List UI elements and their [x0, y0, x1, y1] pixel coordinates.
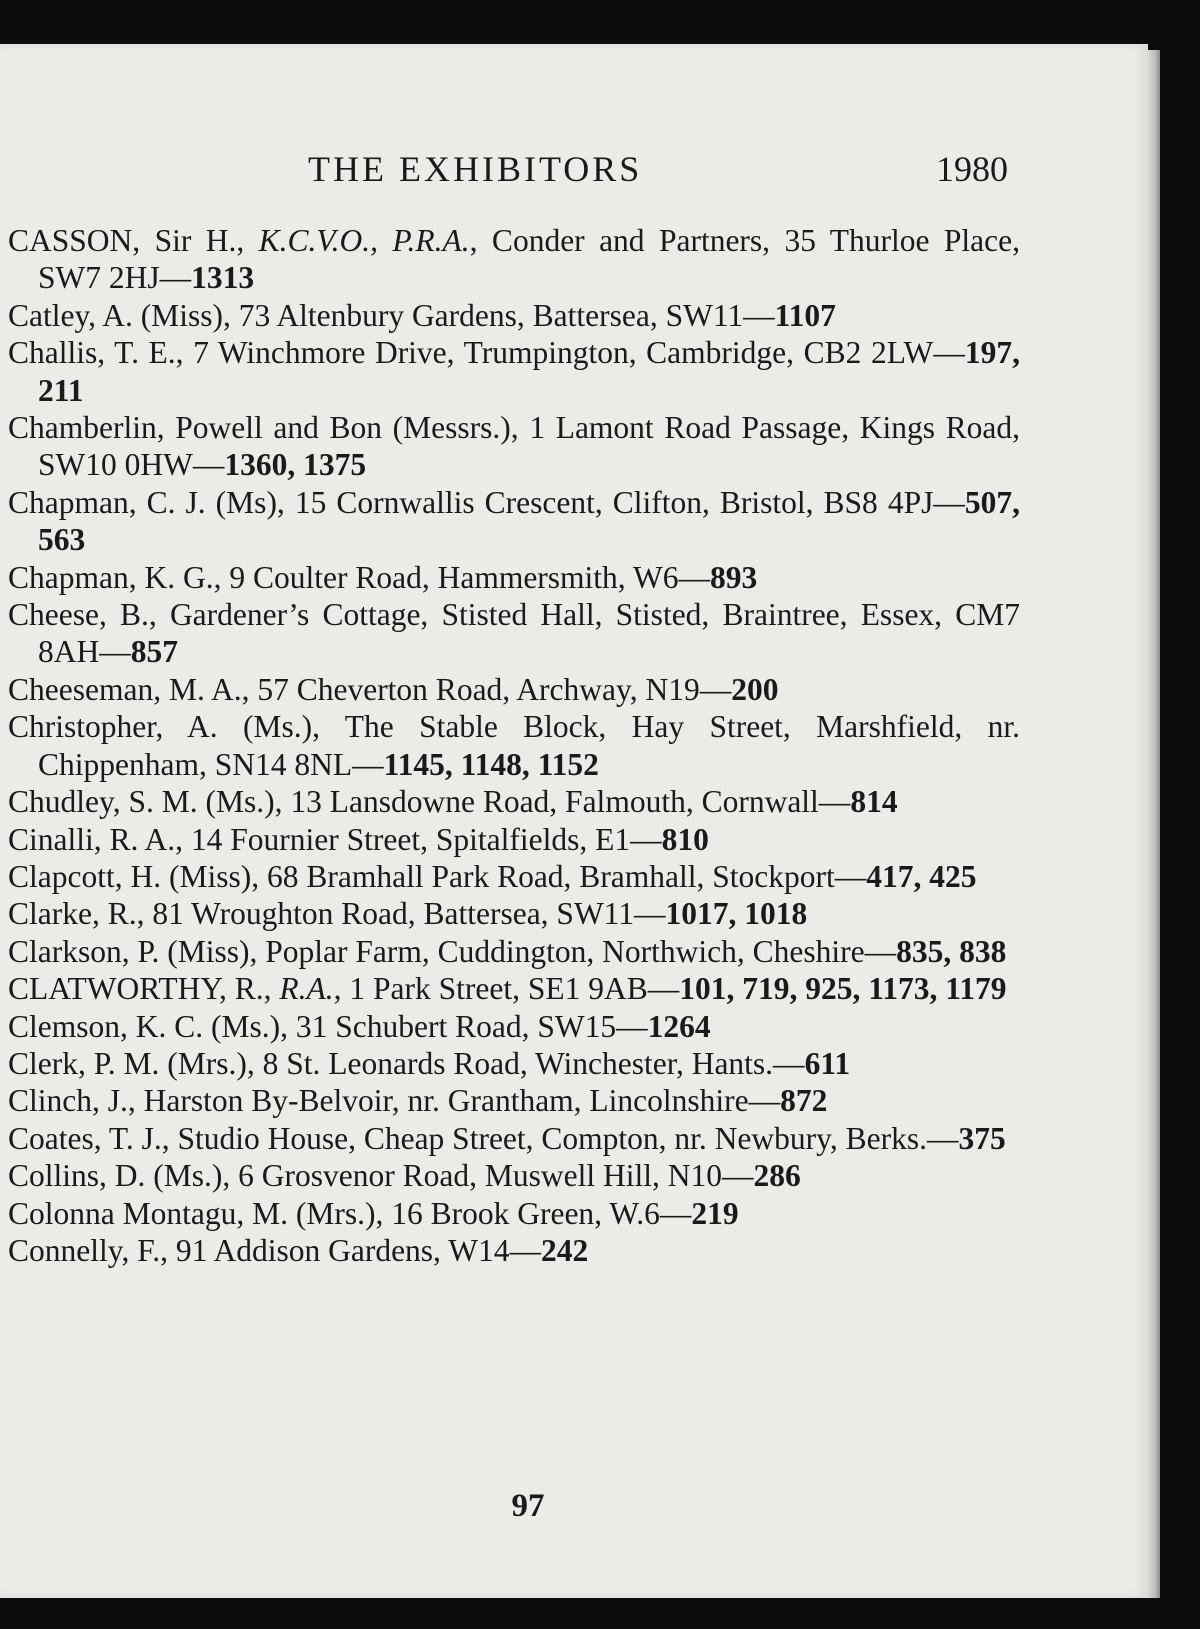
entry-honours: K.C.V.O., P.R.A.	[258, 223, 470, 258]
entry-address: 13 Lansdowne Road, Falmouth, Cornwall—	[290, 784, 851, 820]
entry-numbers: 507, 563	[38, 484, 1020, 558]
exhibitor-entry	[8, 334, 1020, 409]
entry-numbers: 857	[130, 634, 178, 670]
entry-numbers: 814	[850, 784, 898, 820]
entry-numbers: 1360, 1375	[224, 447, 367, 483]
exhibitor-entry	[8, 1082, 1020, 1119]
entry-name: CASSON, Sir H.,	[8, 223, 259, 258]
entry-numbers: 810	[661, 821, 709, 857]
exhibitor-list	[8, 222, 1020, 1269]
exhibitor-entry	[8, 297, 1020, 334]
entry-numbers: 101, 719, 925, 1173, 1179	[679, 971, 1007, 1007]
entry-honours: R.A.	[279, 971, 334, 1007]
entry-name: Christopher, A. (Ms.),	[8, 709, 345, 745]
entry-address: 8 St. Leonards Road, Winchester, Hants.—	[262, 1045, 805, 1081]
entry-address: 31 Schubert Road, SW15—	[295, 1008, 648, 1044]
entry-address: 1 Lamont Road Passage, Kings Road, SW10 0HW—	[38, 410, 1020, 483]
exhibitor-entry	[8, 783, 1020, 820]
entry-numbers: 200	[731, 671, 779, 707]
exhibitor-entry	[8, 484, 1020, 559]
entry-numbers: 893	[709, 559, 758, 595]
entry-name: Clerk, P. M. (Mrs.),	[8, 1045, 263, 1081]
page-edge	[1148, 50, 1160, 1598]
entry-numbers: 417, 425	[866, 858, 977, 894]
entry-numbers: 219	[691, 1195, 739, 1231]
entry-name: Catley, A. (Miss),	[8, 297, 239, 333]
exhibitor-entry	[8, 222, 1020, 297]
exhibitor-entry	[8, 1120, 1020, 1157]
entry-name: Colonna Montagu, M. (Mrs.),	[8, 1195, 392, 1231]
entry-name: CLATWORTHY, R.,	[8, 971, 280, 1007]
exhibitor-entry	[8, 1232, 1020, 1269]
running-header	[0, 148, 1020, 198]
entry-address: , Conder and Partners, 35 Thurloe Place, SW7 2HJ—	[38, 223, 1020, 296]
entry-numbers: 1264	[647, 1008, 711, 1044]
entry-name: Clarke, R.,	[8, 896, 153, 932]
entry-name: Chapman, C. J. (Ms),	[8, 484, 295, 520]
entry-address: 73 Altenbury Gardens, Battersea, SW11—	[238, 297, 775, 333]
header-year: 1980	[936, 149, 1008, 189]
entry-name: Clapcott, H. (Miss),	[8, 858, 267, 894]
exhibitor-entry	[8, 1008, 1020, 1045]
header-title: THE EXHIBITORS	[308, 149, 643, 189]
exhibitor-entry	[8, 933, 1020, 970]
entry-numbers: 835, 838	[896, 933, 1007, 969]
exhibitor-entry	[8, 708, 1020, 783]
entry-address: 81 Wroughton Road, Battersea, SW11—	[152, 896, 666, 932]
entry-numbers: 1017, 1018	[665, 896, 808, 932]
exhibitor-entry	[8, 858, 1020, 895]
entry-name: Chapman, K. G.,	[8, 559, 230, 595]
entry-name: Clarkson, P. (Miss),	[8, 933, 266, 969]
entry-name: Clinch, J.,	[8, 1083, 144, 1119]
exhibitor-entry	[8, 671, 1020, 708]
entry-name: Cheese, B.,	[8, 597, 170, 633]
exhibitor-entry	[8, 970, 1020, 1007]
entry-address: 15 Cornwallis Crescent, Clifton, Bristol, BS8 4PJ—	[294, 484, 965, 520]
entry-address: 9 Coulter Road, Hammersmith, W6—	[229, 559, 710, 595]
entry-name: Coates, T. J.,	[8, 1120, 178, 1156]
entry-numbers: 1313	[191, 260, 255, 296]
entry-numbers: 286	[753, 1158, 801, 1194]
entry-name: Challis, T. E.,	[8, 335, 194, 371]
entry-address: Harston By-Belvoir, nr. Grantham, Lincolnshire—	[143, 1083, 781, 1119]
entry-address: 16 Brook Green, W.6—	[391, 1195, 692, 1231]
entry-address: The Stable Block, Hay Street, Marshfield, nr. Chippenham, SN14 8NL—	[38, 709, 1020, 782]
entry-address: 68 Bramhall Park Road, Bramhall, Stockport—	[266, 858, 867, 894]
entry-name: Chudley, S. M. (Ms.),	[8, 784, 291, 820]
entry-numbers: 1107	[774, 297, 836, 333]
entry-numbers: 242	[540, 1232, 589, 1268]
entry-name: Chamberlin, Powell and Bon (Messrs.),	[8, 410, 530, 446]
exhibitor-entry	[8, 409, 1020, 484]
entry-address: Gardener’s Cottage, Stisted Hall, Stisted, Braintree, Essex, CM7 8AH—	[38, 597, 1020, 670]
exhibitor-entry	[8, 1195, 1020, 1232]
entry-address: 14 Fournier Street, Spitalfields, E1—	[190, 821, 662, 857]
exhibitor-entry	[8, 821, 1020, 858]
entry-numbers: 375	[958, 1120, 1006, 1156]
exhibitor-entry	[8, 1045, 1020, 1082]
entry-name: Connelly, F.,	[8, 1232, 176, 1268]
entry-numbers: 611	[804, 1045, 851, 1081]
entry-address: Poplar Farm, Cuddington, Northwich, Cheshire—	[265, 933, 897, 969]
exhibitor-entry	[8, 559, 1020, 596]
entry-name: Clemson, K. C. (Ms.),	[8, 1008, 296, 1044]
entry-address: Studio House, Cheap Street, Compton, nr. Newbury, Berks.—	[177, 1120, 959, 1156]
entry-address: , 1 Park Street, SE1 9AB—	[333, 971, 680, 1007]
exhibitor-entry	[8, 895, 1020, 932]
exhibitor-entry	[8, 596, 1020, 671]
entry-name: Collins, D. (Ms.),	[8, 1158, 239, 1194]
entry-address: 91 Addison Gardens, W14—	[175, 1232, 541, 1268]
entry-address: 7 Winchmore Drive, Trumpington, Cambridge, CB2 2LW—	[193, 335, 965, 371]
entry-name: Cheeseman, M. A.,	[8, 671, 258, 707]
entry-name: Cinalli, R. A.,	[8, 821, 191, 857]
entry-address: 6 Grosvenor Road, Muswell Hill, N10—	[238, 1158, 754, 1194]
exhibitor-entry	[8, 1157, 1020, 1194]
entry-numbers: 1145, 1148, 1152	[383, 746, 599, 782]
entry-address: 57 Cheverton Road, Archway, N19—	[257, 671, 732, 707]
page-number: 97	[511, 1488, 545, 1524]
entry-numbers: 872	[780, 1083, 828, 1119]
entry-numbers: 197, 211	[38, 335, 1020, 408]
